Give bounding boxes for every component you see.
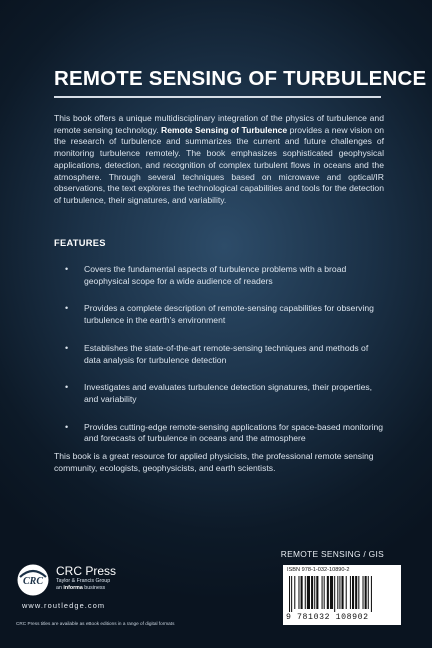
bullet-icon: • (65, 303, 69, 314)
feature-item (54, 264, 384, 287)
barcode-bar (363, 576, 364, 609)
crc-logo-text: CRC (22, 576, 44, 587)
barcode-digits: 9 781032 108902 (286, 613, 369, 622)
barcode-bar (301, 576, 303, 609)
closing-paragraph: This book is a great resource for applied physicists, the professional remote sensing community, ecologists, geophysicists, and earth scientists. (54, 451, 374, 473)
feature-item (54, 303, 384, 326)
barcode-bar (327, 576, 329, 609)
bullet-icon: • (65, 421, 69, 432)
barcode-bar (346, 576, 347, 609)
description-paragraph (54, 113, 384, 207)
isbn-label: ISBN 978-1-032-10890-2 (287, 567, 350, 573)
barcode-bar (322, 576, 323, 609)
bullet-icon: • (65, 382, 69, 393)
description-text-end: provides a new vision on the research of turbulence and summarizes the current and future challenges of monitoring turbulence remotely. The book emphasizes sophisticated geophysical applications, detection, and recognition of complex turbulent flows in oceans and the atmosphere. Through several techniques based on microwave and optical/IR observations, the text explores the technological capabilities and tools for the detection of turbulence, their signatures, and variability. (54, 124, 384, 205)
barcode-bar (334, 576, 335, 612)
feature-text: Provides a complete description of remote-sensing capabilities for observing turbulence in the earth’s environment (84, 303, 374, 326)
publisher-url: www.routledge.com (22, 601, 106, 610)
subject-category: REMOTE SENSING / GIS (280, 549, 384, 559)
barcode-bar (365, 576, 367, 609)
barcode-bar (316, 576, 318, 609)
business-suffix: business (82, 585, 106, 591)
bullet-icon: • (65, 264, 69, 274)
barcode-bar (289, 576, 290, 612)
feature-item (54, 343, 384, 366)
feature-text: Covers the fundamental aspects of turbulence problems with a broad geophysical scope for a wide audience of readers (84, 264, 347, 286)
feature-text: Provides cutting-edge remote-sensing applications for space-based monitoring and forecasts of turbulence in oceans and the atmosphere (84, 421, 384, 444)
feature-item (54, 422, 384, 445)
feature-text: Establishes the state-of-the-art remote-sensing techniques and methods of data analysis for turbulence detection (84, 342, 369, 365)
barcode-bar (339, 576, 340, 609)
barcode-bar (371, 576, 372, 612)
barcode-bar (368, 576, 369, 609)
description-text-start: This book offers a unique multidisciplinary integration of the physics of turbulence and remote sensing technology. (54, 113, 384, 135)
barcode-bar (330, 576, 333, 609)
barcode-bar (352, 576, 354, 609)
barcode-bar (314, 576, 315, 609)
barcode-bar (337, 576, 338, 609)
publisher-group: Taylor & Francis Group (56, 578, 111, 584)
publisher-business (56, 585, 116, 592)
publisher-block (56, 565, 116, 592)
business-prefix: an (56, 585, 64, 591)
barcode-bar (311, 576, 313, 609)
features-list (54, 264, 384, 461)
barcode-icon (287, 576, 397, 612)
barcode-bar (358, 576, 359, 609)
ebook-note: CRC Press titles are available as eBook editions in a range of digital formats (16, 621, 175, 626)
feature-item (54, 382, 384, 405)
barcode-bar (324, 576, 325, 609)
feature-text: Investigates and evaluates turbulence detection signatures, their properties, and variability (84, 382, 373, 404)
features-heading: FEATURES (54, 238, 106, 248)
barcode-bar (355, 576, 357, 609)
barcode-bar (307, 576, 310, 609)
book-title: REMOTE SENSING OF TURBULENCE (54, 67, 427, 90)
crc-logo-icon (16, 563, 50, 597)
barcode-bar (350, 576, 351, 609)
title-rule (54, 96, 381, 98)
description-book-title: Remote Sensing of Turbulence (161, 124, 288, 135)
barcode-bar (305, 576, 306, 609)
barcode-box (283, 565, 401, 625)
publisher-name: CRC Press (56, 564, 117, 578)
barcode-bar (294, 576, 295, 609)
business-bold: informa (63, 585, 83, 591)
barcode-bar (291, 576, 292, 612)
barcode-bar (342, 576, 344, 609)
barcode-bar (298, 576, 299, 609)
bullet-icon: • (65, 342, 69, 353)
